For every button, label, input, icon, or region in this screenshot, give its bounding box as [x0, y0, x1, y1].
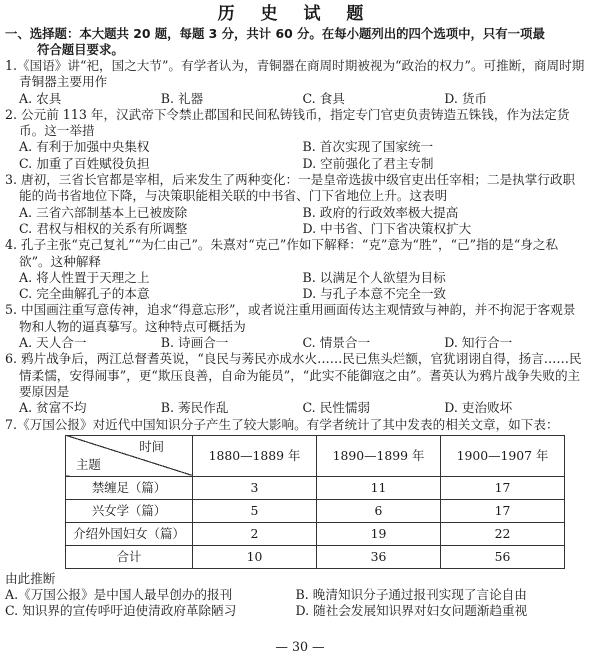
table-row: [66, 522, 565, 545]
table-cell: 2: [193, 522, 317, 545]
table-row: [66, 499, 565, 522]
option-a: A. 有利于加强中央集权: [19, 139, 150, 155]
option-d: D. 知行合一: [444, 335, 513, 351]
option-d: D. 吏治败坏: [444, 400, 513, 416]
table-cell: 56: [441, 545, 565, 568]
question-3: [5, 172, 586, 237]
row-label: 兴女学（篇）: [66, 499, 193, 522]
question-5: [5, 302, 586, 351]
option-b: B. 晚清知识分子通过报刊实现了言论自由: [295, 587, 527, 603]
column-header: 1900—1907 年: [441, 435, 565, 476]
question-6-stem: 6. 鸦片战争后，两江总督耆英说，“良民与莠民亦成水火……民已焦头烂额，官犹诩诩自得，扬言……民情柔懦，安得闹事”，更“欺压良善，自命为能员”，“此实不能御寇之由”。耆英认为鸦片战争失败的主要原因是: [5, 351, 582, 399]
question-4-options: [5, 270, 586, 303]
option-c: C. 情景合一: [302, 335, 371, 351]
column-header: 1890—1899 年: [317, 435, 441, 476]
table-header-row: [66, 435, 565, 476]
option-a: A. 农具: [19, 90, 62, 106]
question-5-stem: 5. 中国画注重写意传神，追求“得意忘形”，或者说注重用画面传达主观情致与神韵，并不拘泥于客观景物和人物的逼真摹写。这种特点可概括为: [5, 302, 576, 334]
row-label: 禁缠足（篇）: [66, 476, 193, 499]
question-2: [5, 107, 586, 172]
column-header: 1880—1889 年: [193, 435, 317, 476]
question-1-stem: 1.《国语》讲“祀，国之大节”。有学者认为，青铜器在商周时期被视为“政治的权力”。可推断，商周时期青铜器主要用作: [5, 58, 585, 90]
question-5-options: [5, 335, 586, 351]
question-2-stem: 2. 公元前 113 年，汉武帝下令禁止郡国和民间私铸钱币，指定专门官吏负责铸造五铢钱，作为法定货币。这一举措: [5, 106, 570, 139]
option-b: B. 诗画合一: [160, 335, 229, 351]
question-6: [5, 351, 586, 416]
corner-label-topic: 主题: [76, 456, 101, 472]
question-1-options: [5, 91, 586, 107]
table-corner-cell: [66, 435, 193, 476]
option-a: A. 天人合一: [19, 335, 87, 351]
option-c: C. 君权与相权的关系有所调整: [19, 220, 188, 236]
option-a: A. 贫富不均: [19, 400, 87, 416]
question-1: [5, 58, 586, 107]
option-d: D. 货币: [444, 90, 488, 106]
statistics-table: [65, 435, 565, 569]
table-cell: 17: [441, 499, 565, 522]
option-c: C. 食具: [302, 90, 345, 106]
option-c: C. 知识界的宣传呼吁迫使清政府革除陋习: [5, 603, 237, 619]
option-a: A. 三省六部制基本上已被废除: [19, 204, 188, 220]
table-cell: 10: [193, 545, 317, 568]
option-b: B. 政府的行政效率极大提高: [302, 204, 459, 220]
option-b: B. 首次实现了国家统一: [302, 139, 434, 155]
page-number: — 30 —: [275, 638, 325, 654]
table-cell: 5: [193, 499, 317, 522]
option-d: D. 空前强化了君主专制: [302, 155, 434, 171]
question-6-options: [5, 400, 586, 416]
row-label: 合计: [66, 545, 193, 568]
table-cell: 17: [441, 476, 565, 499]
table-cell: 36: [317, 545, 441, 568]
option-b: B. 莠民作乱: [160, 400, 229, 416]
question-4: [5, 237, 586, 302]
table-cell: 22: [441, 522, 565, 545]
option-d: D. 中书省、门下省决策权扩大: [302, 220, 472, 236]
row-label: 介绍外国妇女（篇）: [66, 522, 193, 545]
option-a: A. 将人性置于天理之上: [19, 269, 150, 285]
question-3-stem: 3. 唐初，三省长官都是宰相，后来发生了两种变化：一是皇帝选拔中级官吏出任宰相；二是执掌行政职能的尚书省地位下降，与决策职能相关联的中书省、门下省地位上升。这表明: [5, 172, 576, 204]
table-row: [66, 476, 565, 499]
option-a: A.《万国公报》是中国人最早创办的报刊: [5, 587, 233, 603]
table-cell: 3: [193, 476, 317, 499]
table-cell: 11: [317, 476, 441, 499]
question-7-lead: 由此推断: [5, 570, 56, 586]
section-heading: [5, 26, 586, 58]
option-d: D. 与孔子本意不完全一致: [302, 286, 447, 302]
option-c: C. 完全曲解孔子的本意: [19, 286, 150, 302]
question-7-options: [5, 587, 586, 620]
section-heading-line2: 符合题目要求。: [37, 42, 124, 57]
section-heading-line1: 一、选择题：本大题共 20 题，每题 3 分，共计 60 分。在每小题列出的四个选项中，只有一项最: [5, 26, 545, 41]
option-c: C. 民性懦弱: [302, 400, 371, 416]
table-total-row: [66, 545, 565, 568]
question-7: [5, 417, 586, 620]
table-cell: 6: [317, 499, 441, 522]
option-b: B. 礼器: [160, 90, 204, 106]
option-d: D. 随社会发展知识界对妇女问题渐趋重视: [295, 603, 528, 619]
question-7-stem: 7.《万国公报》对近代中国知识分子产生了较大影响。有学者统计了其中发表的相关文章，如下表：: [5, 416, 559, 432]
table-cell: 19: [317, 522, 441, 545]
option-c: C. 加重了百姓赋役负担: [19, 155, 150, 171]
page-title: 历 史 试 题: [217, 4, 374, 24]
question-2-options: [5, 139, 586, 172]
option-b: B. 以满足个人欲望为目标: [302, 269, 446, 285]
question-3-options: [5, 205, 586, 238]
corner-label-time: 时间: [139, 438, 164, 454]
question-4-stem: 4. 孔子主张“克己复礼”“为仁由己”。朱熹对“克己”作如下解释：“克”意为“胜”，“己”指的是“身之私欲”。这种解释: [5, 237, 559, 269]
